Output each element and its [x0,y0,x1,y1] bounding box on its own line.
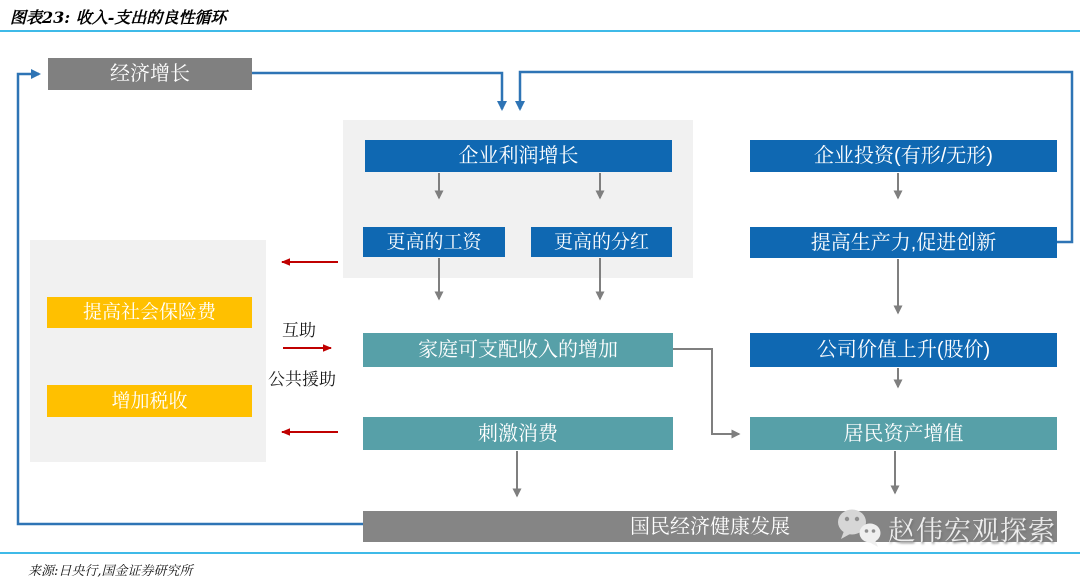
node-higher-wages: 更高的工资 [363,227,505,257]
node-corporate-investment: 企业投资(有形/无形) [750,140,1057,172]
watermark [834,506,1056,550]
arrow-economic-growth-to-profit-panel [252,73,502,109]
node-consumption: 刺激消费 [363,417,673,450]
top-divider [0,30,1080,32]
node-national-economy: 国民经济健康发展 [363,511,1057,542]
bottom-divider [0,552,1080,554]
figure-title: 图表23: 收入-支出的良性循环 [10,8,227,27]
node-corporate-profit: 企业利润增长 [365,140,672,172]
node-productivity: 提高生产力,促进创新 [750,227,1057,258]
arrow-household-income-to-asset-appreciation [673,349,739,434]
label-mutual-aid: 互助 [282,321,316,340]
node-company-value: 公司价值上升(股价) [750,333,1057,367]
node-asset-appreciation: 居民资产增值 [750,417,1057,450]
node-economic-growth: 经济增长 [48,58,252,90]
node-social-insurance: 提高社会保险费 [47,297,252,328]
node-taxes: 增加税收 [47,385,252,417]
left-panel [30,240,266,462]
node-higher-dividends: 更高的分红 [531,227,672,257]
node-household-income: 家庭可支配收入的增加 [363,333,673,367]
wechat-icon [834,507,884,549]
label-public-assistance: 公共援助 [268,370,336,389]
watermark-text: 赵伟宏观探索 [888,515,1056,546]
source-note: 来源:日央行,国金证券研究所 [28,564,193,579]
